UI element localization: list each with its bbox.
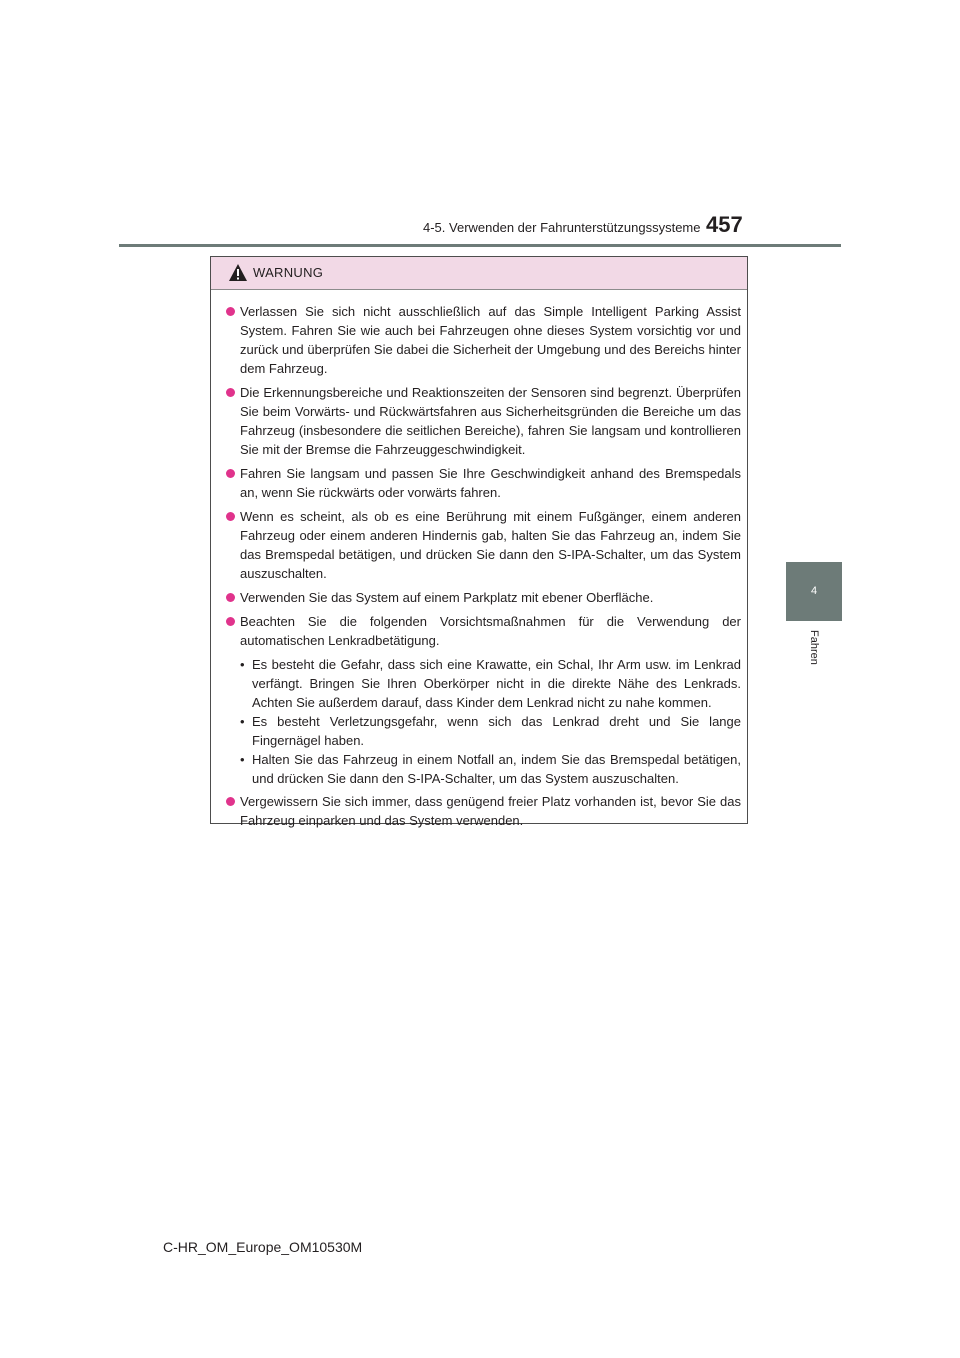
bullet-dot-icon bbox=[226, 797, 235, 806]
warning-title: WARNUNG bbox=[253, 265, 324, 280]
bullet-dot-icon bbox=[226, 388, 235, 397]
sub-bullet-icon: • bbox=[240, 752, 245, 767]
bullet-dot-icon bbox=[226, 307, 235, 316]
header-rule bbox=[119, 244, 841, 247]
warning-triangle-icon bbox=[228, 263, 248, 282]
warning-box bbox=[210, 256, 748, 828]
page-number: 457 bbox=[706, 212, 743, 237]
sub-bullet-icon: • bbox=[240, 714, 245, 729]
warning-bullet: Fahren Sie langsam und passen Sie Ihre Geschwindigkeit anhand des Bremspedals an, wenn Sie rückwärts oder vorwärts fahren. bbox=[226, 464, 741, 502]
bullet-dot-icon bbox=[226, 469, 235, 478]
warning-sub-list bbox=[240, 655, 741, 788]
chapter-label: Fahren bbox=[808, 630, 820, 665]
warning-bullet: Wenn es scheint, als ob es eine Berührung mit einem Fußgänger, einem anderen Fahrzeug oder einem anderen Hindernis gab, halten Sie das Fahrzeug an, indem Sie das Bremspedal betätigen, und drücken Sie dann den S-IPA-Schalter, um das System auszuschalten. bbox=[226, 507, 741, 583]
warning-bullet: Beachten Sie die folgenden Vorsichtsmaßnahmen für die Verwendung der automatischen Lenkradbetätigung. bbox=[226, 612, 741, 650]
warning-bullet: Vergewissern Sie sich immer, dass genügend freier Platz vorhanden ist, bevor Sie das Fahrzeug einparken und das System verwenden. bbox=[226, 792, 741, 830]
sub-bullet-icon: • bbox=[240, 657, 245, 672]
chapter-tab: 4 bbox=[786, 562, 842, 621]
bullet-dot-icon bbox=[226, 617, 235, 626]
warning-body bbox=[211, 290, 747, 830]
warning-sub-item: • Halten Sie das Fahrzeug in einem Notfall an, indem Sie das Bremspedal betätigen, und drücken Sie dann den S-IPA-Schalter, um das System auszuschalten. bbox=[240, 752, 741, 786]
section-header-title: 4-5. Verwenden der Fahrunterstützungssysteme bbox=[423, 220, 701, 235]
bullet-dot-icon bbox=[226, 593, 235, 602]
warning-bullet: Verlassen Sie sich nicht ausschließlich auf das Simple Intelligent Parking Assist System. Fahren Sie wie auch bei Fahrzeugen ohne dieses System vorsichtig vor und zurück und überprüfen Sie dabei die Sicherheit der Umgebung und des Bereichs hinter dem Fahrzeug. bbox=[226, 302, 741, 378]
warning-sub-item: • Es besteht Verletzungsgefahr, wenn sich das Lenkrad dreht und Sie lange Fingernägel haben. bbox=[240, 714, 741, 748]
warning-bullet: Die Erkennungsbereiche und Reaktionszeiten der Sensoren sind begrenzt. Überprüfen Sie beim Vorwärts- und Rückwärtsfahren aus Sicherheitsgründen die Bereiche um das Fahrzeug (insbesondere die seitlichen Bereiche), fahren Sie langsam und kontrollieren Sie mit der Bremse die Fahrzeuggeschwindigkeit. bbox=[226, 383, 741, 459]
warning-bullet: Verwenden Sie das System auf einem Parkplatz mit ebener Oberfläche. bbox=[226, 588, 741, 607]
bullet-dot-icon bbox=[226, 512, 235, 521]
warning-sub-item: • Es besteht die Gefahr, dass sich eine Krawatte, ein Schal, Ihr Arm usw. im Lenkrad verfängt. Bringen Sie Ihren Oberkörper nicht in die direkte Nähe des Lenkrads. Achten Sie außerdem darauf, dass Kinder dem Lenkrad nicht zu nahe kommen. bbox=[240, 657, 741, 710]
footer-document-code: C-HR_OM_Europe_OM10530M bbox=[163, 1239, 363, 1255]
warning-header bbox=[211, 257, 747, 290]
